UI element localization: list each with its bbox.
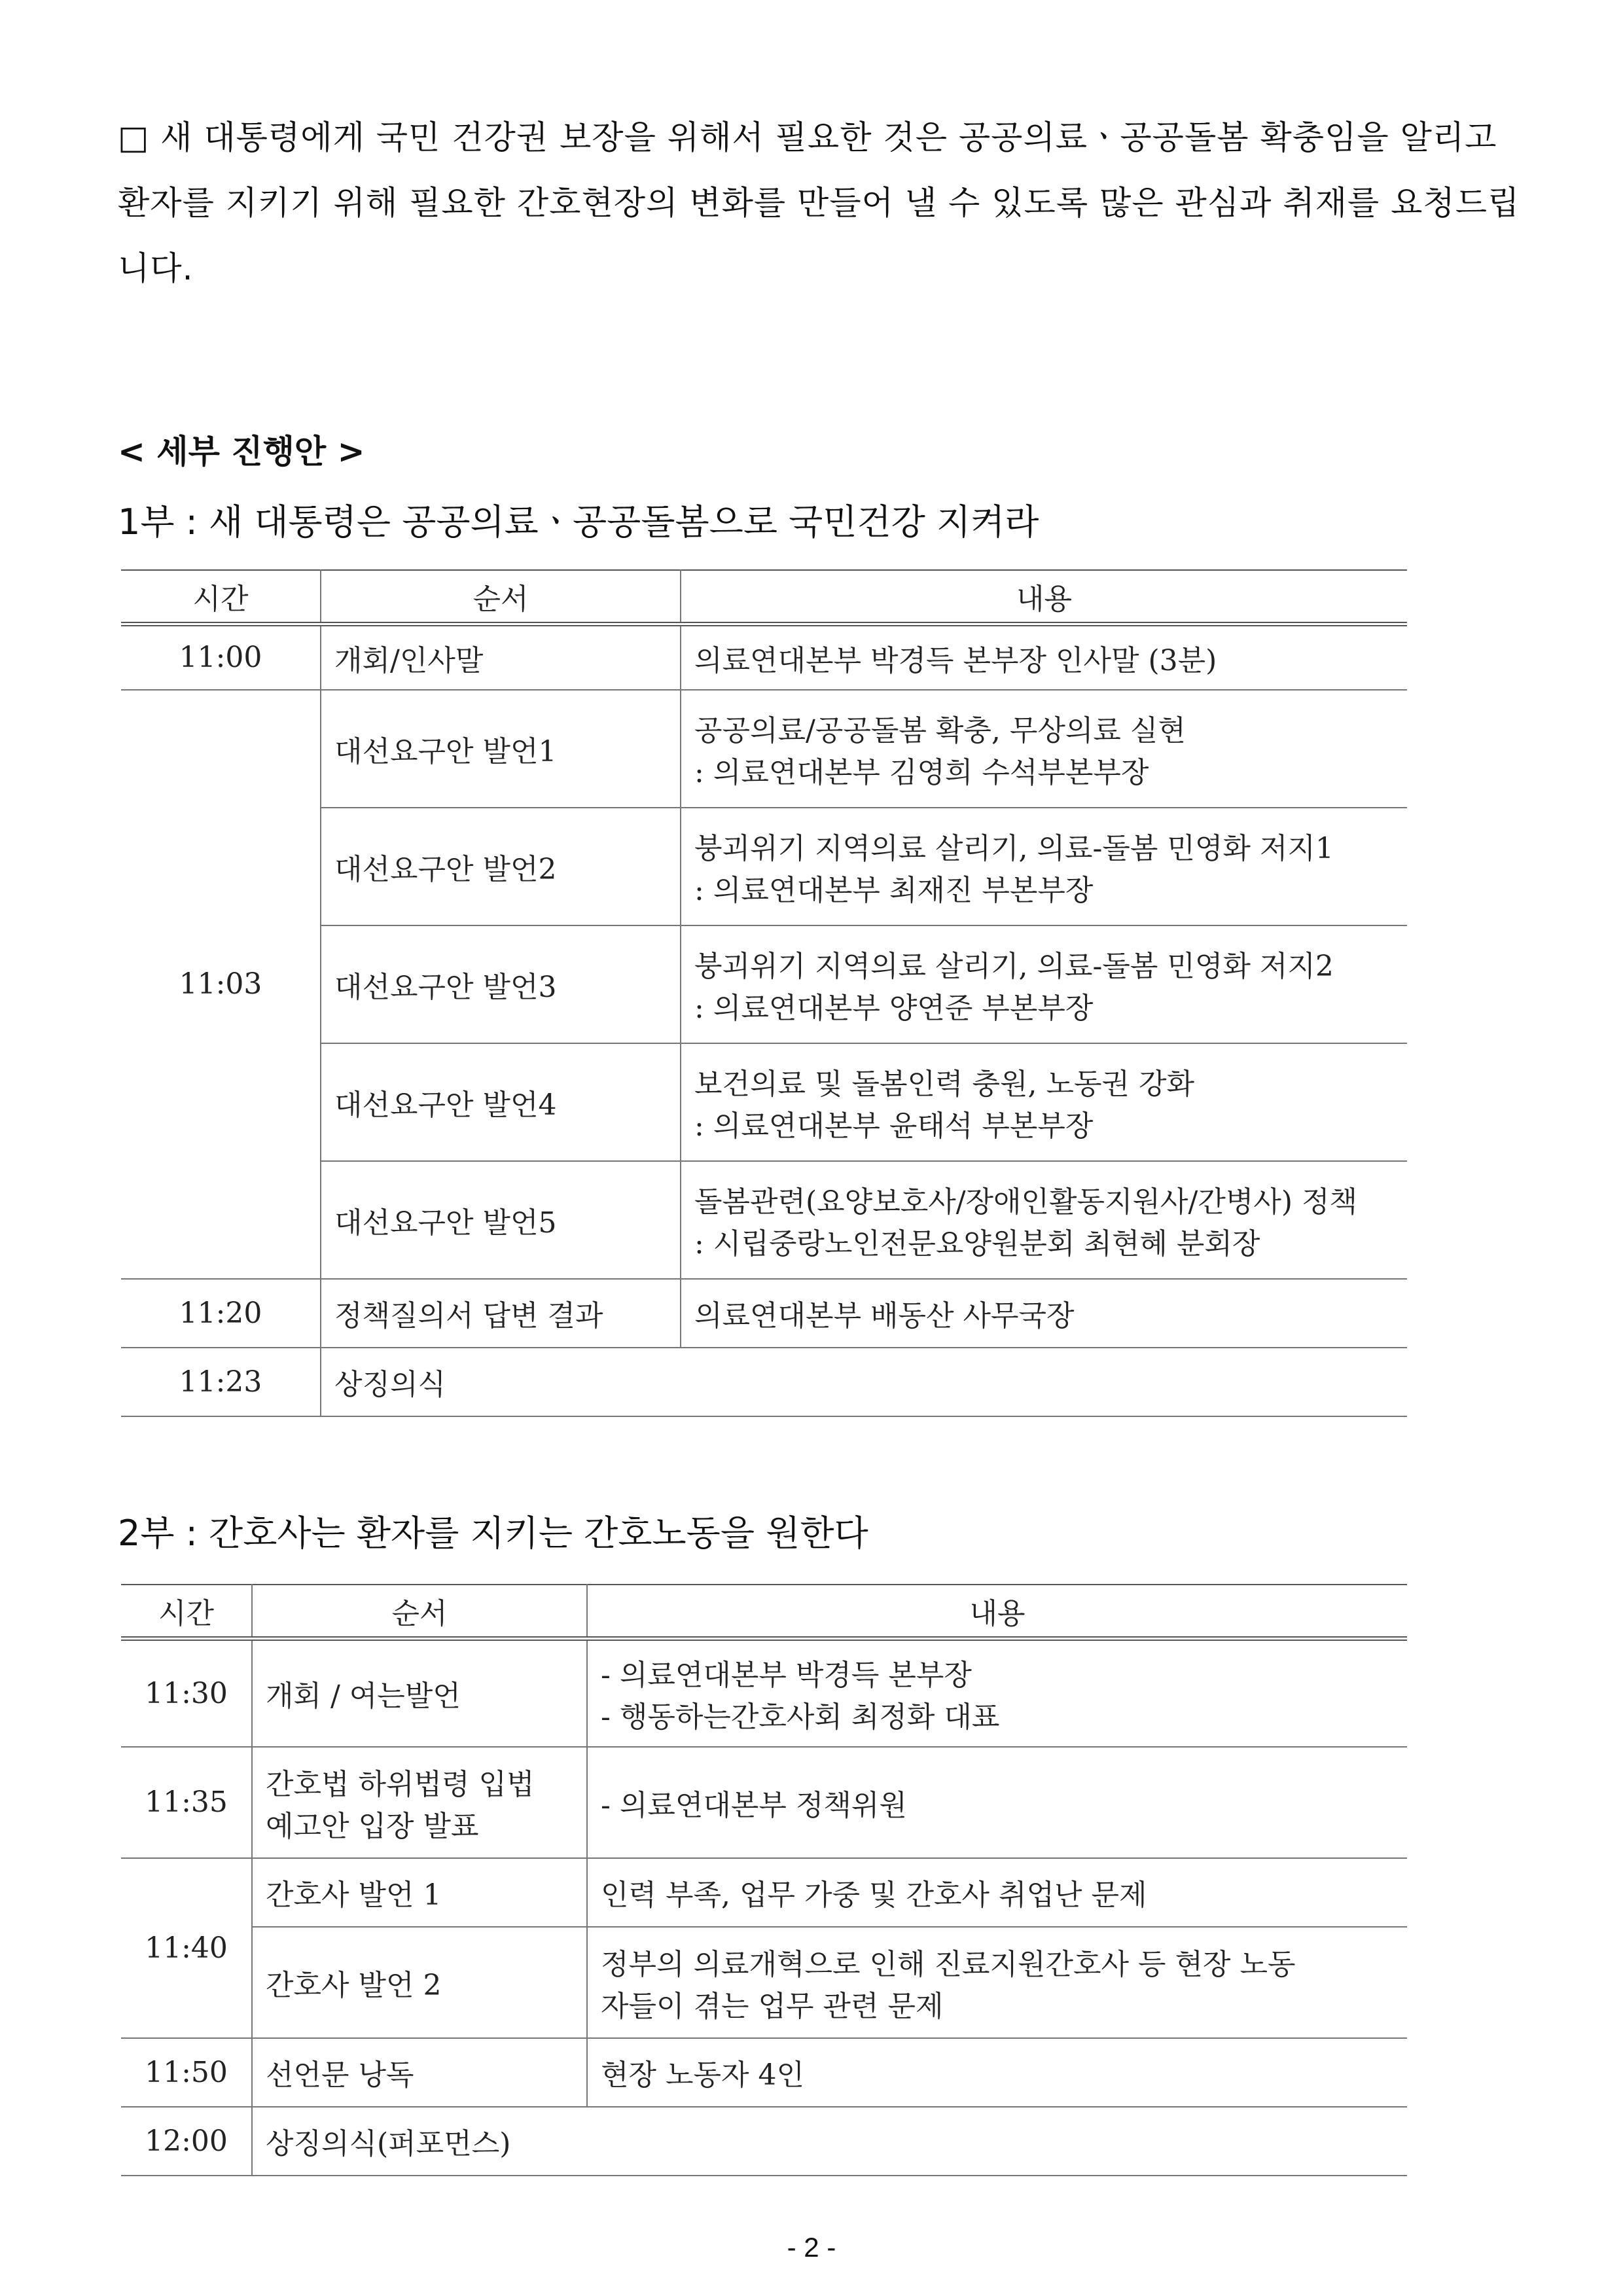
header-order: 순서 (321, 570, 681, 624)
row-order: 정책질의서 답변 결과 (321, 1279, 681, 1348)
row-content (681, 925, 1407, 1043)
row-content: 현장 노동자 4인 (587, 2038, 1407, 2107)
row-time: 12:00 (121, 2107, 252, 2176)
table-row (121, 2107, 1407, 2176)
content-line: : 의료연대본부 최재진 부본부장 (694, 873, 1094, 907)
row-order: 대선요구안 발언5 (321, 1161, 681, 1279)
content-line: 자들이 겪는 업무 관련 문제 (601, 1989, 944, 2023)
content-line: 돌봄관련(요양보호사/장애인활동지원사/간병사) 정책 (694, 1185, 1358, 1219)
header-content: 내용 (587, 1585, 1407, 1639)
content-line: : 시립중랑노인전문요양원분회 최현혜 분회장 (694, 1227, 1260, 1261)
row-order: 대선요구안 발언1 (321, 690, 681, 808)
table-row (121, 1279, 1407, 1348)
row-order: 개회/인사말 (321, 624, 681, 690)
row-order: 대선요구안 발언2 (321, 808, 681, 925)
row-order: 상징의식 (321, 1348, 1407, 1416)
row-time: 11:50 (121, 2038, 252, 2107)
row-order: 대선요구안 발언4 (321, 1043, 681, 1161)
intro-paragraph: □ 새 대통령에게 국민 건강권 보장을 위해서 필요한 것은 공공의료ㆍ공공돌봄 확충임을 알리고 환자를 지키기 위해 필요한 간호현장의 변화를 만들어 낼 수 있도록 많은 관심과 취재를 요청드립니다. (118, 118, 1520, 287)
row-content (681, 690, 1407, 808)
content-line: : 의료연대본부 김영희 수석부본부장 (694, 755, 1149, 789)
content-line: 붕괴위기 지역의료 살리기, 의료-돌봄 민영화 저지1 (694, 831, 1334, 865)
row-content (587, 1639, 1407, 1747)
header-time: 시간 (121, 570, 321, 624)
order-line: 예고안 입장 발표 (266, 1809, 479, 1843)
content-line: : 의료연대본부 양연준 부본부장 (694, 991, 1094, 1025)
row-time: 11:23 (121, 1348, 321, 1416)
part2-schedule-table (121, 1584, 1407, 2176)
order-line: 간호법 하위법령 입법 (266, 1767, 535, 1801)
row-content (587, 1927, 1407, 2038)
content-line: 정부의 의료개혁으로 인해 진료지원간호사 등 현장 노동 (601, 1947, 1296, 1981)
row-content: 의료연대본부 박경득 본부장 인사말 (3분) (681, 624, 1407, 690)
row-order: 개회 / 여는발언 (252, 1639, 587, 1747)
row-content (681, 1043, 1407, 1161)
row-content (681, 1161, 1407, 1279)
row-content: - 의료연대본부 정책위원 (587, 1747, 1407, 1858)
header-time: 시간 (121, 1585, 252, 1639)
content-line: : 의료연대본부 윤태석 부본부장 (694, 1109, 1094, 1143)
row-order: 대선요구안 발언3 (321, 925, 681, 1043)
content-line: - 행동하는간호사회 최정화 대표 (601, 1700, 1000, 1734)
header-order: 순서 (252, 1585, 587, 1639)
row-content (681, 808, 1407, 925)
content-line: 붕괴위기 지역의료 살리기, 의료-돌봄 민영화 저지2 (694, 949, 1334, 983)
table-row (121, 2038, 1407, 2107)
row-time: 11:03 (121, 690, 321, 1279)
table-row (121, 690, 1407, 808)
content-line: - 의료연대본부 박경득 본부장 (601, 1659, 972, 1693)
table-header-row (121, 1585, 1407, 1639)
content-line: 보건의료 및 돌봄인력 충원, 노동권 강화 (694, 1067, 1194, 1101)
table-row (121, 624, 1407, 690)
row-content: 의료연대본부 배동산 사무국장 (681, 1279, 1407, 1348)
row-time: 11:00 (121, 624, 321, 690)
table-row (121, 1747, 1407, 1858)
header-content: 내용 (681, 570, 1407, 624)
table-header-row (121, 570, 1407, 624)
part1-title: 1부 : 새 대통령은 공공의료ㆍ공공돌봄으로 국민건강 지켜라 (118, 501, 1039, 543)
row-time: 11:30 (121, 1639, 252, 1747)
table-row (121, 1639, 1407, 1747)
table-row (121, 1858, 1407, 1927)
row-order (252, 1747, 587, 1858)
row-order: 선언문 낭독 (252, 2038, 587, 2107)
page-number: - 2 - (787, 2232, 836, 2263)
table-row (121, 1927, 1407, 2038)
part1-schedule-table (121, 569, 1407, 1417)
content-line: 공공의료/공공돌봄 확충, 무상의료 실현 (694, 713, 1186, 747)
row-time: 11:20 (121, 1279, 321, 1348)
section-heading: < 세부 진행안 > (118, 433, 365, 471)
row-time: 11:35 (121, 1747, 252, 1858)
row-content: 인력 부족, 업무 가중 및 간호사 취업난 문제 (587, 1858, 1407, 1927)
row-time: 11:40 (121, 1858, 252, 2038)
part2-title: 2부 : 간호사는 환자를 지키는 간호노동을 원한다 (118, 1513, 868, 1554)
row-order: 간호사 발언 1 (252, 1858, 587, 1927)
row-order: 간호사 발언 2 (252, 1927, 587, 2038)
table-row (121, 1348, 1407, 1416)
row-order: 상징의식(퍼포먼스) (252, 2107, 1407, 2176)
